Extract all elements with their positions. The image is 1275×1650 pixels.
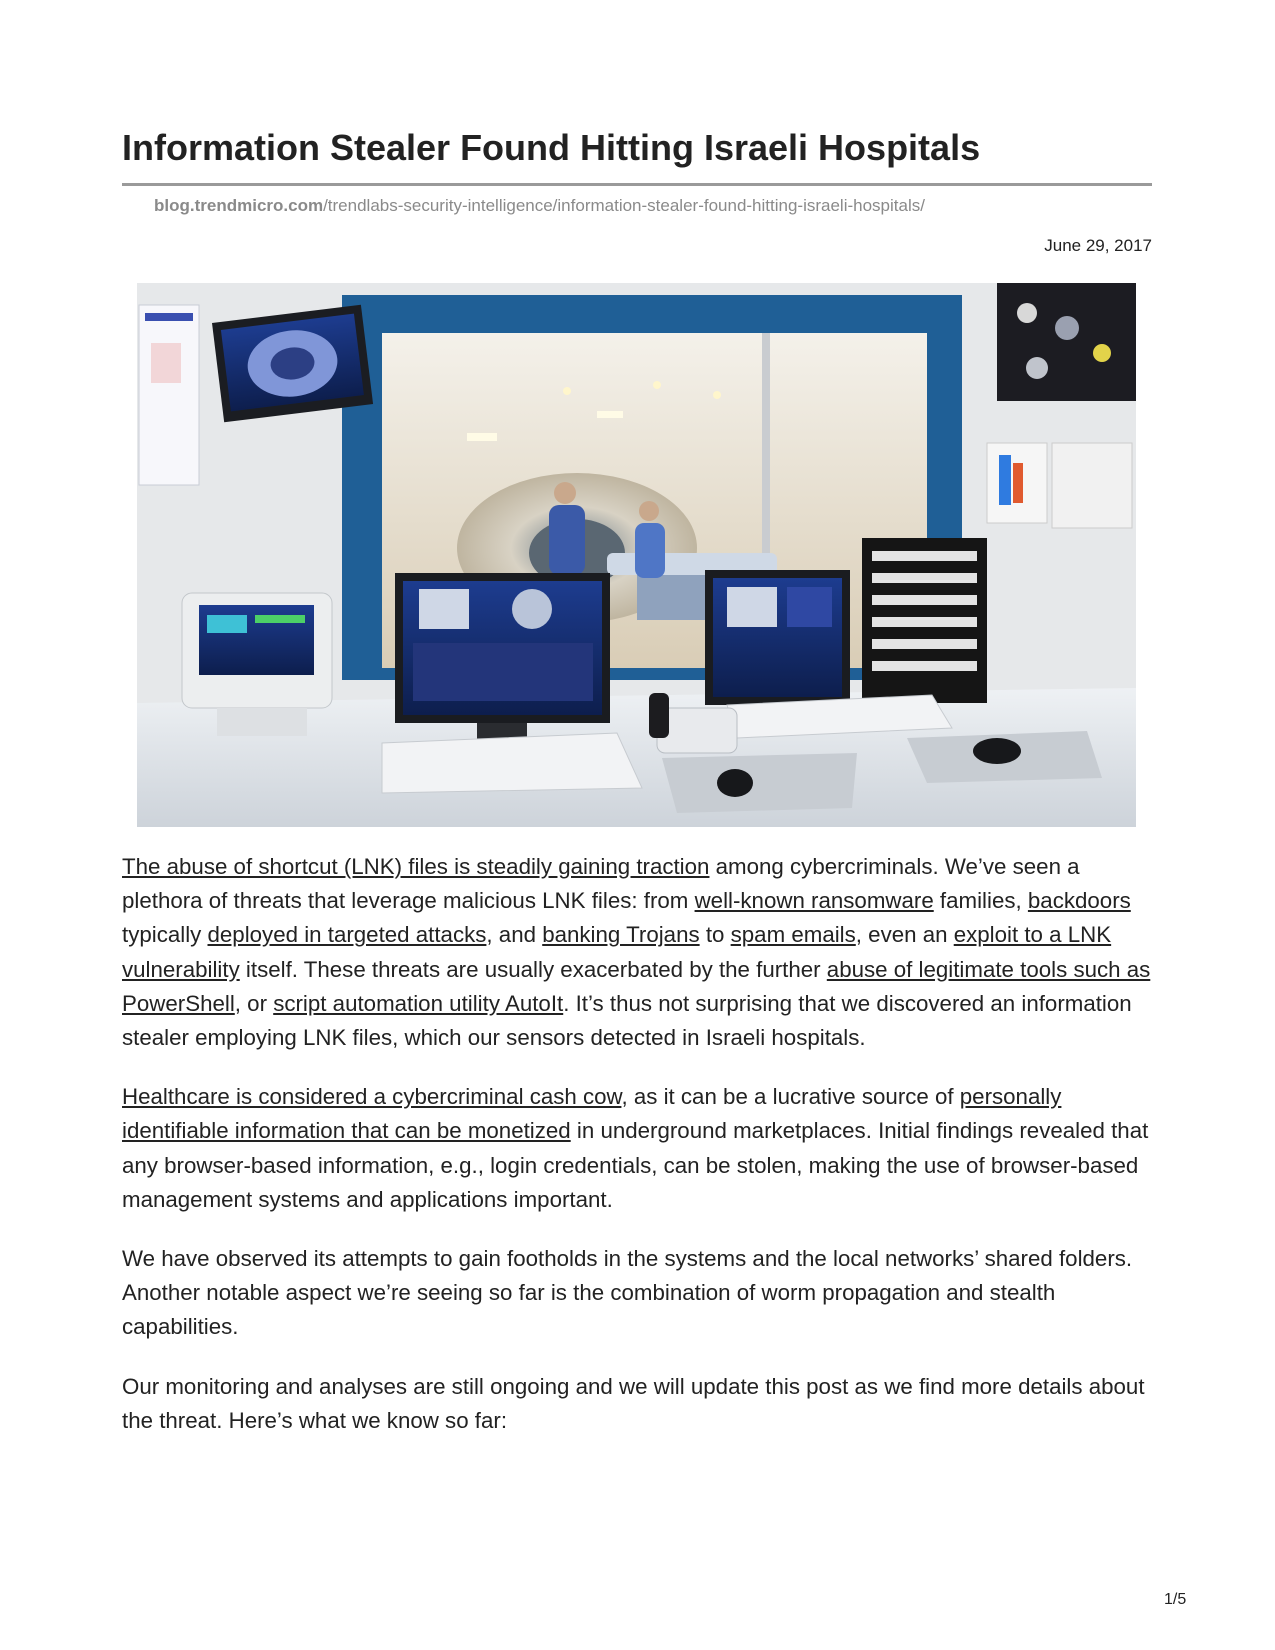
article-title: Information Stealer Found Hitting Israeli Hospitals xyxy=(122,127,981,168)
paragraph-1 xyxy=(122,850,1157,1055)
paragraph-text: , and xyxy=(486,922,543,948)
link-autoit[interactable]: script automation utility AutoIt xyxy=(273,990,564,1016)
source-url-path: /trendlabs-security-intelligence/information-stealer-found-hitting-israeli-hospitals/ xyxy=(323,196,925,215)
paragraph-2 xyxy=(122,1080,1157,1217)
publish-date: June 29, 2017 xyxy=(1044,236,1152,255)
paragraph-text: , or xyxy=(234,990,274,1016)
source-url[interactable] xyxy=(154,196,925,216)
link-ransomware[interactable]: well-known ransomware xyxy=(694,888,934,914)
link-lnk-abuse[interactable]: The abuse of shortcut (LNK) files is steadily gaining traction xyxy=(122,854,710,879)
link-lnk-vulnerability[interactable]: exploit to a LNK vulnerability xyxy=(122,922,1112,982)
link-healthcare-cash-cow[interactable]: Healthcare is considered a cybercriminal cash cow xyxy=(122,1084,622,1110)
link-targeted-attacks[interactable]: deployed in targeted attacks xyxy=(207,922,487,948)
paragraph-text: in underground marketplaces. Initial findings revealed that any browser-based information, e.g., login credentials, can be stolen, making the use of browser-based management systems and applications important. xyxy=(122,1118,1149,1212)
paragraph-text: itself. These threats are usually exacerbated by the further xyxy=(239,956,827,982)
source-url-domain: blog.trendmicro.com xyxy=(154,196,324,215)
hospital-control-room-illustration xyxy=(137,283,1136,827)
paragraph-text: families, xyxy=(933,888,1028,914)
link-pii-monetized[interactable]: personally identifiable information that can be monetized xyxy=(122,1084,1062,1144)
paragraph-text: , even an xyxy=(855,922,954,948)
link-powershell-abuse[interactable]: abuse of legitimate tools such as PowerShell xyxy=(122,956,1151,1016)
paragraph-text: to xyxy=(699,922,731,948)
paragraph-text: typically xyxy=(122,922,208,948)
link-banking-trojans[interactable]: banking Trojans xyxy=(542,922,700,948)
link-spam-emails[interactable]: spam emails xyxy=(730,922,856,948)
link-backdoors[interactable]: backdoors xyxy=(1027,888,1131,914)
article-body xyxy=(122,850,1157,1463)
page-number: 1/5 xyxy=(1164,1591,1187,1608)
paragraph-4: Our monitoring and analyses are still ongoing and we will update this post as we find more details about the threat. Here’s what we know so far: xyxy=(122,1373,1145,1433)
paragraph-text: among cybercriminals. We’ve seen a plethora of threats that leverage malicious LNK files: from xyxy=(122,854,1080,914)
title-divider xyxy=(122,183,1152,186)
paragraph-text: . It’s thus not surprising that we discovered an information stealer employing LNK files, which our sensors detected in Israeli hospitals. xyxy=(122,990,1132,1051)
paragraph-text: , as it can be a lucrative source of xyxy=(621,1084,960,1110)
hero-image-hospital-control-room xyxy=(137,283,1136,827)
paragraph-3: We have observed its attempts to gain footholds in the systems and the local networks’ shared folders. Another notable aspect we’re seeing so far is the combination of worm propagation and stealth capabilities. xyxy=(122,1246,1133,1340)
